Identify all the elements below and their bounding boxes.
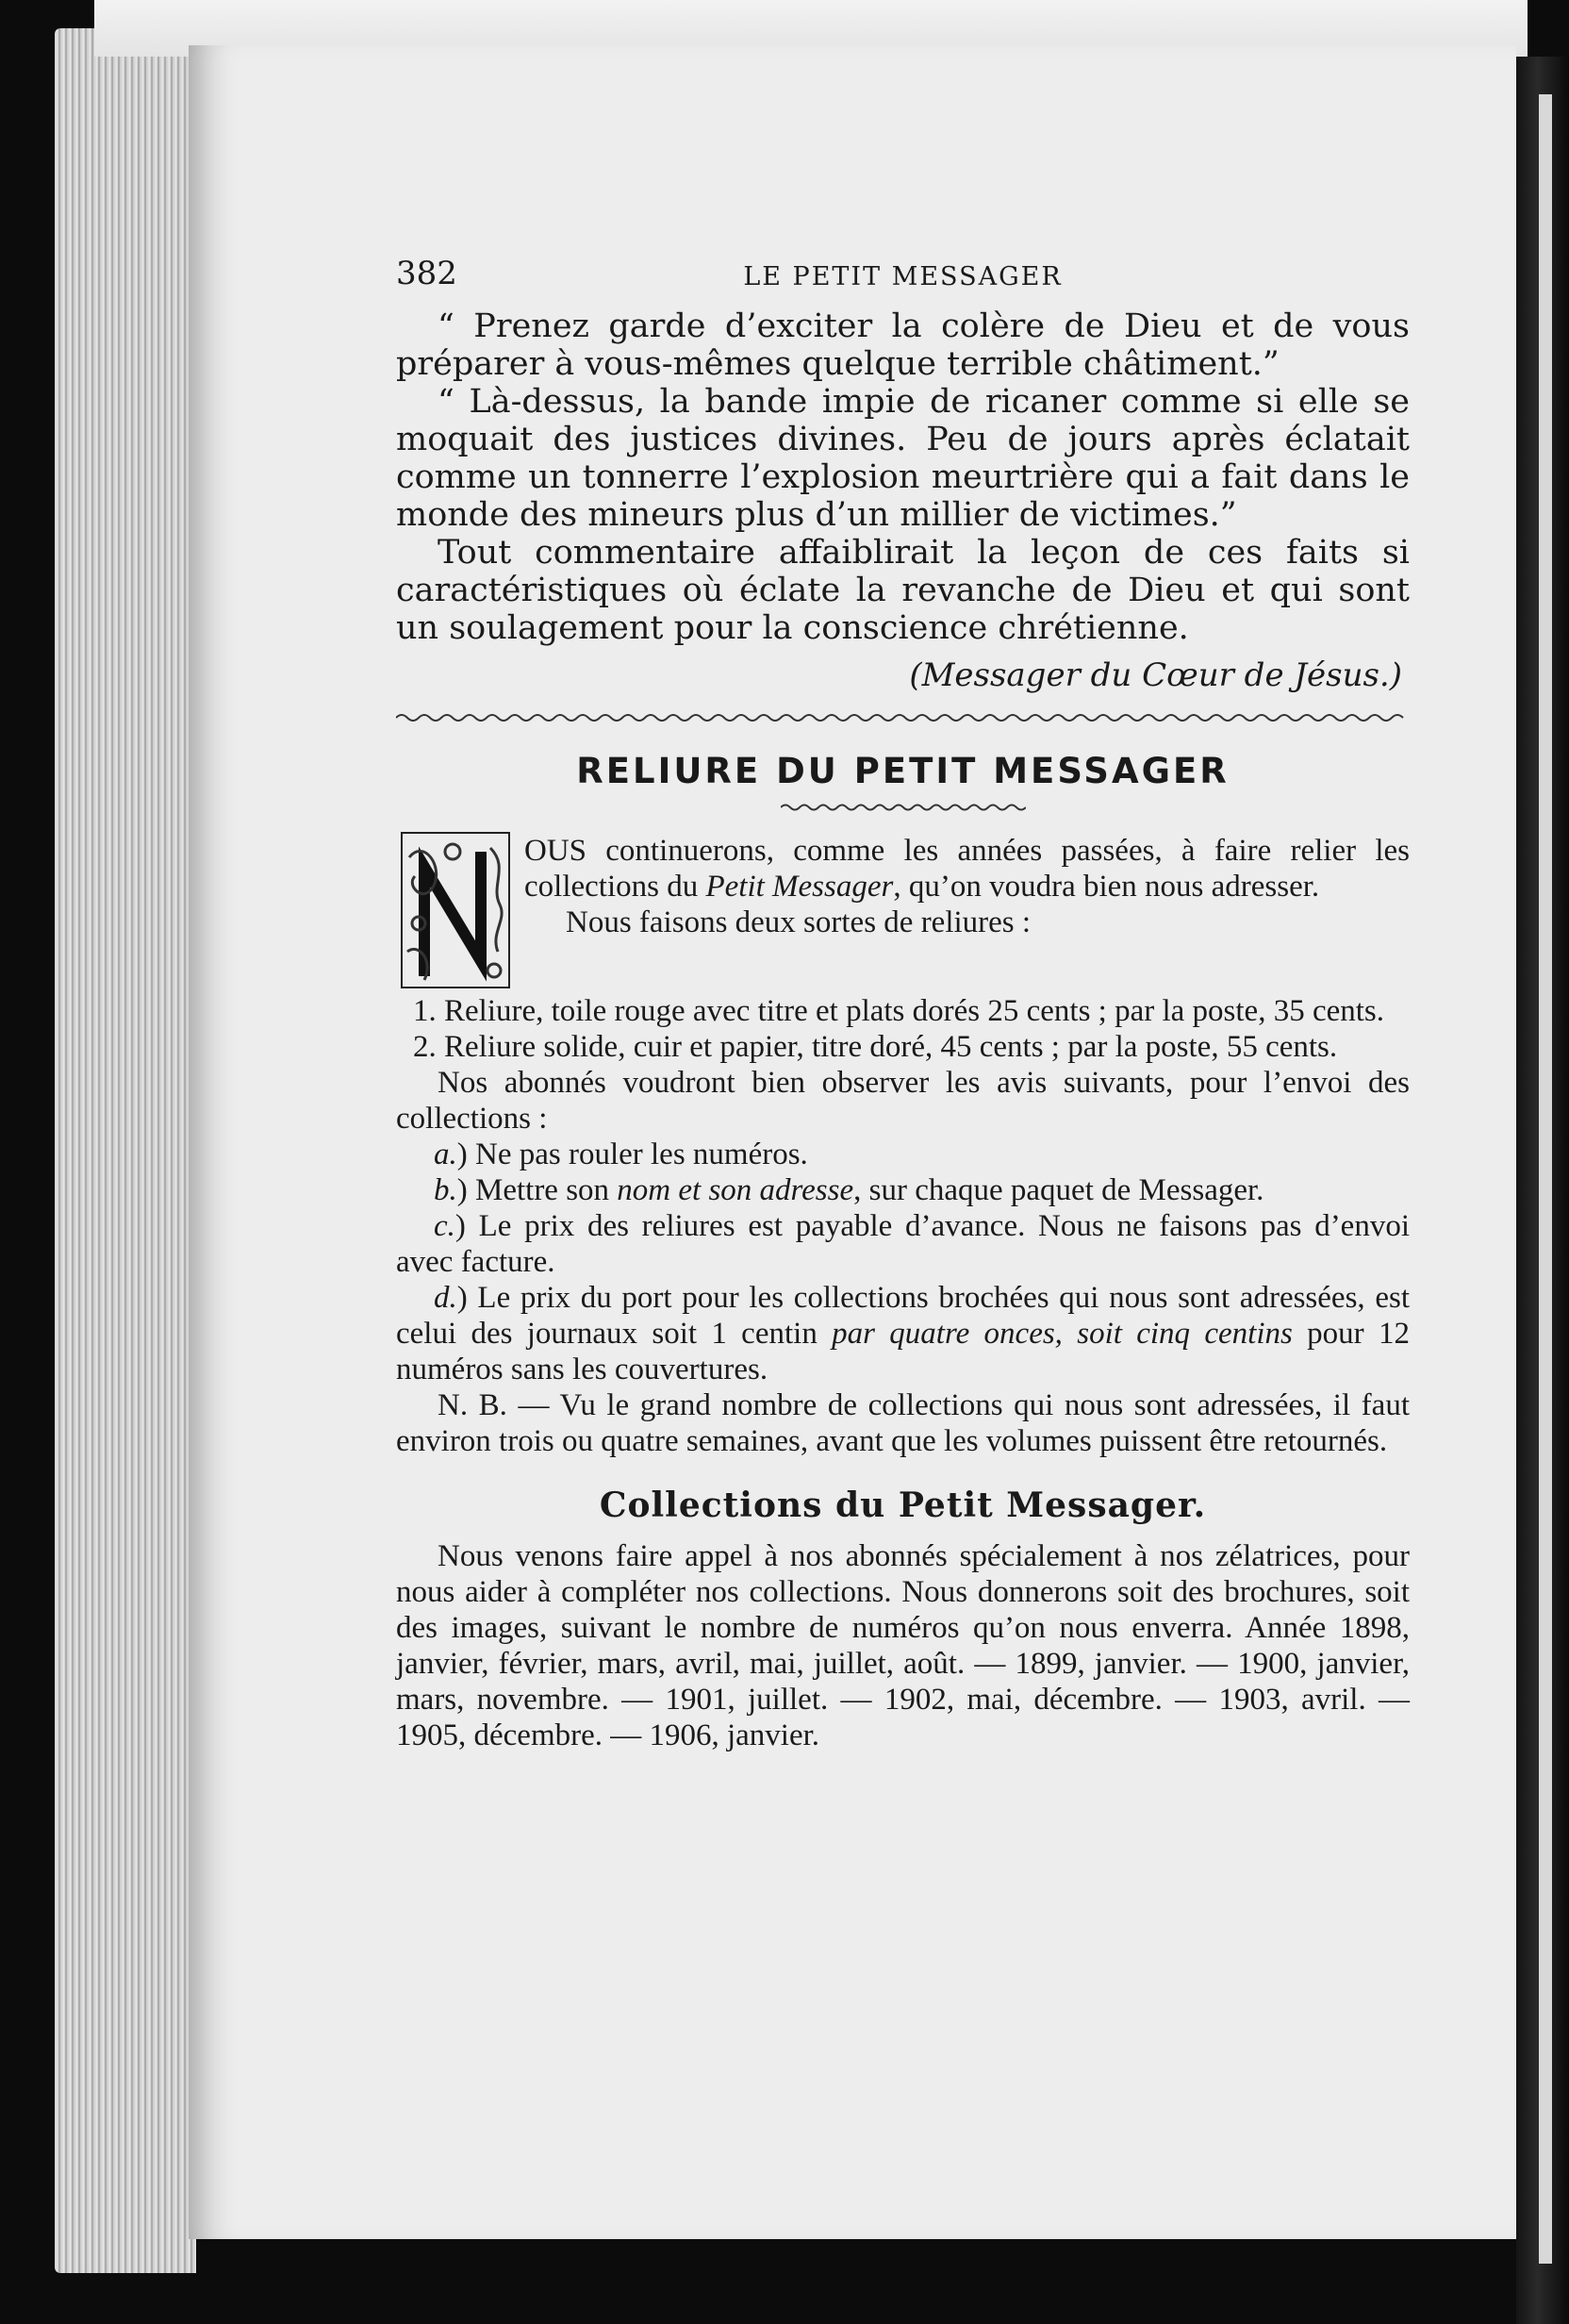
article-body bbox=[396, 307, 1410, 647]
avis-c-label: c. bbox=[434, 1209, 455, 1243]
sorts-line: Nous faisons deux sortes de reliures : bbox=[566, 905, 1032, 939]
collections-text: Nous venons faire appel à nos abonnés spécialement à nos zélatrices, pour nous aider à compléter nos collections. Nous donnerons soit des brochures, soit des images, suivant le nombre de numéros qu’on nous enverra. Année 1898, janvier, février, mars, avril, mai, juillet, août. — 1899, janvier. — 1900, janvier, mars, novembre. — 1901, juillet. — 1902, mai, décembre. — 1903, avril. — 1905, décembre. — 1906, janvier. bbox=[396, 1539, 1410, 1752]
article-paragraph: “ Là-dessus, la bande impie de ricaner comme si elle se moquait des justices divines. Peu de jours après éclatait comme un tonnerre l’explosion meurtrière qui a fait dans le monde des mineurs plus d’un millier de victimes.” bbox=[396, 383, 1410, 534]
page-stack-edge bbox=[55, 28, 196, 2273]
avis-b-italic: nom et son adresse bbox=[617, 1173, 854, 1207]
intro-title-italic: Petit Messager bbox=[705, 870, 894, 904]
article-paragraph: Tout commentaire affaiblirait la leçon de ces faits si caractéristiques où éclate la revanche de Dieu et qui sont un soulagement pour la conscience chrétienne. bbox=[396, 534, 1410, 647]
avis-d-text-b: pour 12 numéros sans les couvertures. bbox=[396, 1317, 1410, 1386]
avis-d-italic: par quatre onces, soit cinq centins bbox=[832, 1317, 1293, 1351]
avis-d bbox=[396, 1280, 1410, 1387]
section-heading-collections: Collections du Petit Messager. bbox=[599, 1486, 1207, 1525]
reliure-body bbox=[396, 833, 1410, 1459]
avis-a-text: ) Ne pas rouler les numéros. bbox=[456, 1137, 808, 1171]
avis-d-label: d. bbox=[434, 1281, 457, 1315]
page-number: 382 bbox=[396, 255, 457, 292]
intro-text-a: OUS continuerons, comme les années passées, à faire relier les collections du bbox=[524, 834, 1410, 904]
wavy-rule bbox=[396, 709, 1410, 726]
avis-line: Nos abonnés voudront bien observer les avis suivants, pour l’envoi des collections : bbox=[396, 1066, 1410, 1136]
running-head bbox=[396, 255, 1410, 307]
avis-c-text: ) Le prix des reliures est payable d’avance. Nous ne faisons pas d’envoi avec facture. bbox=[396, 1209, 1410, 1279]
avis-b-text-a: ) Mettre son bbox=[456, 1173, 618, 1207]
avis-d-text-a: ) Le prix du port pour les collections brochées qui nous sont adressées, est celui des journaux soit 1 centin bbox=[396, 1281, 1410, 1351]
intro-text-b: , qu’on voudra bien nous adresser. bbox=[893, 870, 1320, 904]
collections-body bbox=[396, 1538, 1410, 1753]
article-paragraph: “ Prenez garde d’exciter la colère de Dieu et de vous préparer à vous-mêmes quelque terrible châtiment.” bbox=[396, 307, 1410, 383]
avis-b-text-b: , sur chaque paquet de Messager. bbox=[853, 1173, 1264, 1207]
nota-bene: N. B. — Vu le grand nombre de collections qui nous sont adressées, il faut environ trois ou quatre semaines, avant que les volumes puissent être retournés. bbox=[396, 1388, 1410, 1458]
intro-paragraph bbox=[396, 833, 1410, 993]
ornamental-initial-n-icon bbox=[396, 829, 515, 991]
running-title: LE PETIT MESSAGER bbox=[743, 262, 1063, 291]
section-heading-reliure: RELIURE DU PETIT MESSAGER bbox=[576, 751, 1230, 791]
article-source: (Messager du Cœur de Jésus.) bbox=[909, 656, 1402, 694]
reliure-item-2: 2. Reliure solide, cuir et papier, titre doré, 45 cents ; par la poste, 55 cents. bbox=[413, 1030, 1338, 1064]
reliure-item-1: 1. Reliure, toile rouge avec titre et plats dorés 25 cents ; par la poste, 35 cents. bbox=[413, 994, 1385, 1028]
page-content bbox=[396, 255, 1410, 1753]
small-wavy-rule bbox=[781, 801, 1026, 814]
avis-b bbox=[396, 1172, 1410, 1208]
avis-a-label: a. bbox=[434, 1137, 457, 1171]
avis-b-label: b. bbox=[434, 1173, 457, 1207]
avis-a bbox=[396, 1137, 1410, 1172]
facing-page-edge bbox=[1539, 94, 1552, 2264]
avis-c bbox=[396, 1208, 1410, 1280]
intro-text bbox=[396, 833, 1410, 905]
